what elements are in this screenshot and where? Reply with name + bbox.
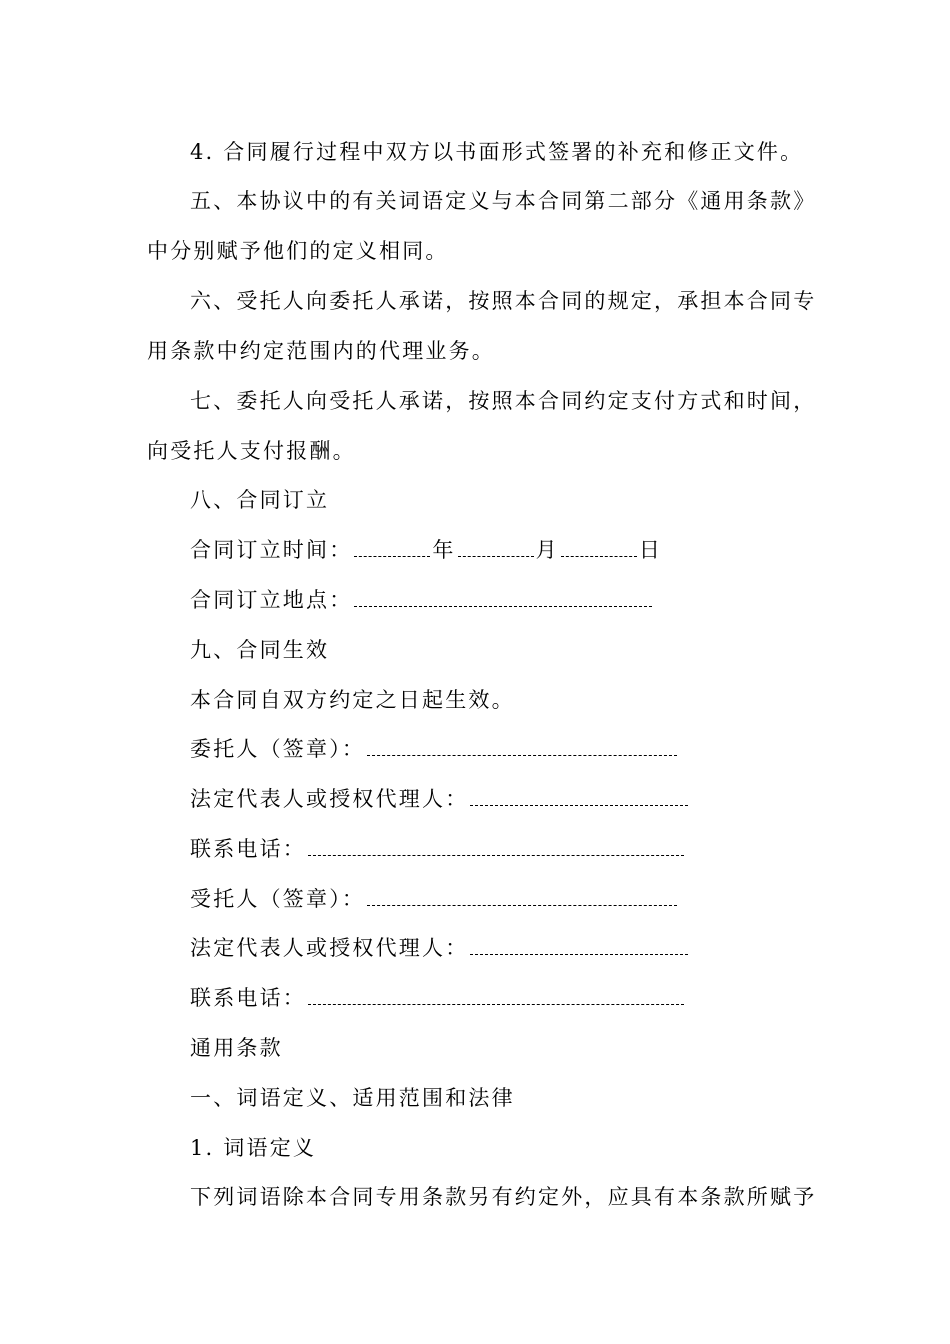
agent-seal-blank[interactable]	[367, 891, 677, 906]
agent-seal-label: 受托人（签章）：	[190, 887, 366, 911]
principal-rep-blank[interactable]	[470, 791, 688, 806]
principal-phone-blank[interactable]	[308, 841, 684, 856]
agent-seal-row	[190, 885, 679, 913]
signing-place-row	[190, 586, 654, 614]
month-label: 月	[535, 538, 559, 562]
section-8-heading: 八、合同订立	[190, 488, 330, 512]
effective-text: 本合同自双方约定之日起生效。	[190, 688, 515, 712]
agent-rep-label: 法定代表人或授权代理人：	[190, 936, 469, 960]
agent-phone-blank[interactable]	[308, 990, 684, 1005]
clause-5-text-cont: 中分别赋予他们的定义相同。	[147, 239, 449, 263]
clause-6-text-cont: 用条款中约定范围内的代理业务。	[147, 339, 495, 363]
day-blank[interactable]	[561, 542, 637, 557]
principal-seal-row	[190, 735, 679, 763]
agent-rep-blank[interactable]	[470, 940, 688, 955]
clause-5-text: 五、本协议中的有关词语定义与本合同第二部分《通用条款》	[190, 189, 817, 213]
definitions-text: 下列词语除本合同专用条款另有约定外，应具有本条款所赋予	[190, 1185, 817, 1209]
year-blank[interactable]	[354, 542, 430, 557]
signing-place-label: 合同订立地点：	[190, 588, 353, 612]
section-9-heading: 九、合同生效	[190, 638, 330, 662]
month-blank[interactable]	[458, 542, 534, 557]
agent-rep-row	[190, 934, 690, 962]
general-terms-heading: 通用条款	[190, 1036, 283, 1060]
signing-date-row	[190, 536, 662, 564]
definitions-heading: 1. 词语定义	[190, 1136, 317, 1160]
principal-seal-label: 委托人（签章）：	[190, 737, 366, 761]
day-label: 日	[638, 538, 663, 562]
clause-7-text: 七、委托人向受托人承诺，按照本合同约定支付方式和时间，	[190, 389, 817, 413]
year-label: 年	[432, 538, 456, 562]
general-section-1-heading: 一、词语定义、适用范围和法律	[190, 1086, 515, 1110]
principal-rep-row	[190, 785, 690, 813]
principal-phone-row	[190, 835, 686, 863]
principal-phone-label: 联系电话：	[190, 837, 306, 861]
signing-date-label: 合同订立时间：	[190, 538, 353, 562]
clause-4-text: 4. 合同履行过程中双方以书面形式签署的补充和修正文件。	[190, 140, 804, 164]
agent-phone-row	[190, 984, 686, 1012]
agent-phone-label: 联系电话：	[190, 986, 306, 1010]
clause-7-text-cont: 向受托人支付报酬。	[147, 439, 356, 463]
principal-seal-blank[interactable]	[367, 741, 677, 756]
principal-rep-label: 法定代表人或授权代理人：	[190, 787, 469, 811]
clause-6-text: 六、受托人向委托人承诺，按照本合同的规定，承担本合同专	[190, 289, 817, 313]
signing-place-blank[interactable]	[354, 592, 652, 607]
